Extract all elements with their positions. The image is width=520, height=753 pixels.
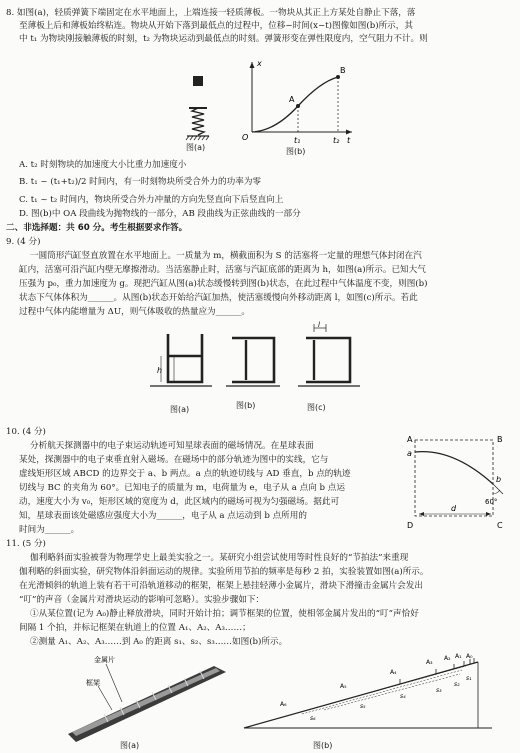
q11-line-1: 伽利略斜面实验被誉为物理学史上最美实验之一。某研究小组尝试使用等时性良好的“节拍法”来重现 (30, 553, 409, 563)
q10-fig-corner-c: C (497, 521, 503, 530)
q9-fig-h-label: h (157, 366, 163, 375)
q11-fig-b-a6: A₆ (280, 701, 287, 708)
q10-line-7: 时间为______。 (19, 525, 80, 535)
q11-step-1-line-1: ①从某位置(记为 A₀)静止释放滑块，同时开始计拍；调节框架的位置，使相邻金属片发出的“叮”声恰好 (30, 609, 419, 619)
section-2-title: 二、非选择题：共 60 分。考生根据要求作答。 (6, 223, 188, 233)
q11-fig-a-frame-label: 框架 (86, 679, 100, 687)
q11-fig-b-s4: s₄ (400, 693, 406, 700)
q8-option-b: B. t₁ ~ (t₁+t₂)/2 时间内，有一时刻物块所受合外力的功率为零 (19, 177, 262, 187)
q8-fig-b-caption: 图(b) (286, 147, 306, 156)
q9-fig-c-caption: 图(c) (307, 403, 326, 412)
q11-fig-b-a5: A₅ (340, 683, 347, 690)
q10-fig-angle: 60° (485, 498, 498, 506)
q8-option-c: C. t₁ ~ t₂ 时间内，物块所受合外力冲量的方向先竖直向下后竖直向上 (19, 195, 284, 205)
q8-stem-line-1: 8. 如图(a)，轻质弹簧下端固定在水平地面上，上端连接一轻质薄板。一物块从其正上方某处自静止下落，落 (6, 8, 416, 18)
q11-fig-b-s2: s₂ (454, 681, 460, 688)
q11-fig-b-a4: A₄ (390, 669, 397, 676)
q11-fig-b-s1: s₁ (466, 675, 472, 682)
q11-line-2: 伽利略的斜面实验，研究物体沿斜面运动的规律。实验所用节拍的频率是每秒 2 拍，实验装置如图(a)所示。 (19, 567, 429, 577)
q8-option-d: D. 图(b)中 OA 段曲线为抛物线的一部分，AB 段曲线为正弦曲线的一部分 (19, 209, 301, 219)
q11-figure-b-incline (240, 650, 500, 740)
q10-fig-point-b: b (496, 475, 502, 484)
q11-fig-a-metal-label: 金属片 (94, 656, 115, 664)
q9-line-1: 一圆筒形汽缸竖直放置在水平地面上。一质量为 m，横截面积为 S 的活塞将一定量的理想气体封闭在汽 (30, 251, 422, 261)
q9-figure-cylinders (150, 320, 380, 410)
q8-fig-b-t1-label: t₁ (294, 136, 301, 145)
q11-fig-b-a2: A₂ (444, 655, 451, 662)
q9-fig-a-caption: 图(a) (170, 405, 190, 414)
q10-line-3: 虚线矩形区域 ABCD 的边界交于 a、b 两点。a 点的轨迹切线与 AD 垂直，b 点的轨迹 (19, 469, 351, 479)
q9-line-4: 状态下气体体积为______。从图(b)状态开始给汽缸加热，使活塞缓慢向外移动距离 l，如图(c)所示。若此 (19, 293, 418, 303)
q10-number: 10. (4 分) (6, 427, 46, 437)
q10-figure-field-region (405, 432, 515, 532)
q11-step-2: ②测量 A₁、A₂、A₃……到 A₀ 的距离 s₁、s₂、s₃……如图(b)所示。 (30, 637, 288, 647)
q10-fig-corner-d: D (407, 521, 414, 530)
q9-fig-l-label: l (318, 321, 320, 329)
q10-fig-corner-a: A (407, 435, 413, 444)
q11-line-3: 在光滑倾斜的轨道上装有若干可沿轨道移动的框架，框架上悬挂轻薄小金属片，滑块下滑撞击金属片会发出 (19, 581, 423, 591)
q11-fig-a-caption: 图(a) (120, 741, 140, 750)
q9-line-5: 过程中气体内能增量为 ΔU，则气体吸收的热量应为______。 (19, 307, 251, 317)
q8-stem-line-2: 至薄板上后和薄板始终粘连。物块从开始下落到最低点的过程中，位移−时间(x−t)图像如图(b)所示，其 (19, 21, 413, 31)
q8-fig-b-t-label: t (347, 136, 351, 145)
q11-fig-b-a0: A₀ (466, 653, 473, 660)
q10-fig-point-a: a (407, 449, 412, 458)
q10-line-6: 知，星球表面该处磁感应强度大小为______，电子从 a 点运动到 b 点所用的 (19, 511, 307, 521)
q9-fig-b-caption: 图(b) (236, 401, 256, 410)
q11-fig-b-s3: s₃ (436, 687, 442, 694)
q11-fig-b-a3: A₃ (426, 659, 433, 666)
q8-figure-b-graph (240, 60, 360, 150)
q8-fig-a-caption: 图(a) (186, 143, 206, 152)
q11-fig-b-s5: s₅ (360, 703, 366, 710)
q8-option-a: A. t₂ 时刻物块的加速度大小比重力加速度小 (19, 160, 187, 170)
q11-fig-b-caption: 图(b) (313, 741, 333, 750)
q11-number: 11. (5 分) (6, 539, 46, 549)
q10-fig-corner-b: B (497, 435, 503, 444)
q11-figure-a-track-photo (64, 652, 234, 742)
q8-fig-b-t2-label: t₂ (333, 136, 340, 145)
q8-figure-a-spring (183, 66, 213, 146)
q8-fig-b-x-label: x (257, 59, 262, 68)
q9-number: 9. (4 分) (6, 237, 41, 247)
q11-line-4: “叮”的声音（金属片对滑块运动的影响可忽略）。实验步骤如下： (19, 595, 265, 605)
q10-fig-width-d: d (451, 504, 457, 513)
q11-fig-b-a1: A₁ (455, 653, 462, 660)
q11-step-1-line-2: 间隔 1 个拍，并标记框架在轨道上的位置 A₁、A₂、A₃……； (19, 623, 251, 633)
q11-fig-b-s6: s₆ (310, 715, 316, 722)
q8-stem-line-3: 中 t₁ 为物块刚接触薄板的时刻，t₂ 为物块运动到最低点的时刻。弹簧形变在弹性限度内，空气阻力不计。则 (19, 34, 428, 44)
q10-line-2: 某处，探测器中的电子束垂直射入磁场。在磁场中的部分轨迹为图中的实线，它与 (19, 455, 329, 465)
q10-line-1: 分析航天探测器中的电子束运动轨迹可知星球表面的磁场情况。在星球表面 (30, 441, 314, 451)
q10-line-5: 动，速度大小为 v₀，矩形区域的宽度为 d，此区域内的磁场可视为匀强磁场。据此可 (19, 497, 340, 507)
q9-line-3: 压强为 p₀，重力加速度为 g。现把汽缸从图(a)状态缓慢转到图(b)状态，在此过程中气体温度不变，则图(b) (19, 279, 428, 289)
q9-line-2: 缸内，活塞可沿汽缸内壁无摩擦滑动。当活塞静止时，活塞与汽缸底部的距离为 h，如图(a)所示。已知大气 (19, 265, 426, 275)
q8-fig-b-point-a: A (289, 95, 295, 104)
q8-fig-b-point-b: B (340, 66, 346, 75)
q8-fig-b-origin-label: O (242, 133, 249, 142)
q10-line-4: 切线与 BC 的夹角为 60°。已知电子的质量为 m，电荷量为 e，电子从 a 点向 b 点运 (19, 483, 345, 493)
